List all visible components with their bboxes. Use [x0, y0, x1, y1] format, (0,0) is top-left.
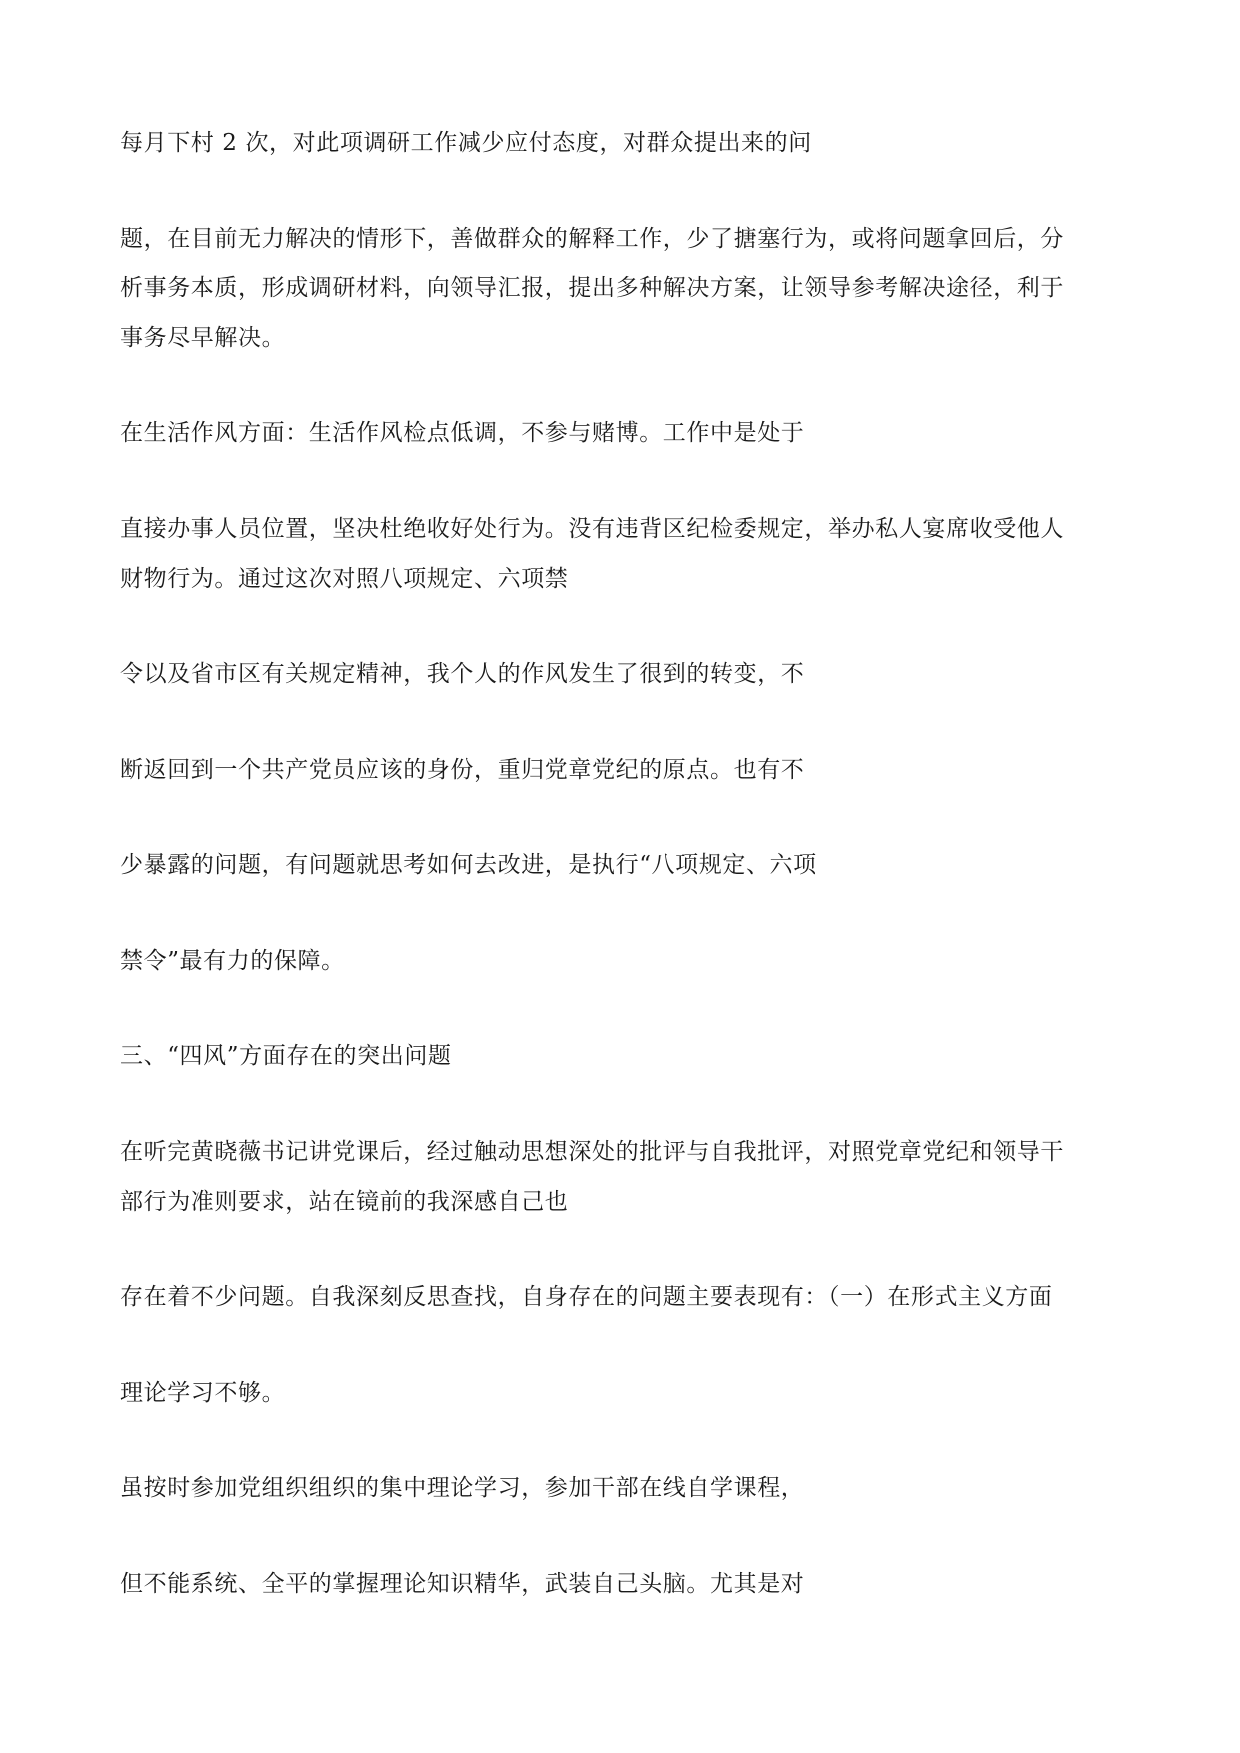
text-line: 虽按时参加党组织组织的集中理论学习，参加干部在线自学课程，	[120, 1475, 805, 1501]
text-line: 但不能系统、全平的掌握理论知识精华，武装自己头脑。尤其是对	[120, 1571, 805, 1597]
text-line: 财物行为。通过这次对照八项规定、六项禁	[120, 566, 569, 592]
text-line: 题，在目前无力解决的情形下，善做群众的解释工作，少了搪塞行为，或将问题拿回后，分	[120, 226, 1064, 252]
text-line: 理论学习不够。	[120, 1380, 286, 1406]
text-line: 事务尽早解决。	[120, 325, 286, 351]
section-heading: 三、“四风”方面存在的突出问题	[120, 1043, 452, 1069]
text-line: 存在着不少问题。自我深刻反思查找，自身存在的问题主要表现有：（一）在形式主义方面	[120, 1284, 1053, 1310]
text-line: 令以及省市区有关规定精神，我个人的作风发生了很到的转变，不	[120, 661, 805, 687]
text-line: 析事务本质，形成调研材料，向领导汇报，提出多种解决方案，让领导参考解决途径，利于	[120, 275, 1064, 301]
text-line: 直接办事人员位置，坚决杜绝收好处行为。没有违背区纪检委规定，举办私人宴席收受他人	[120, 516, 1064, 542]
text-line: 在听完黄晓薇书记讲党课后，经过触动思想深处的批评与自我批评，对照党章党纪和领导干	[120, 1139, 1064, 1165]
text-line: 禁令”最有力的保障。	[120, 948, 345, 974]
text-line: 少暴露的问题，有问题就思考如何去改进，是执行“八项规定、六项	[120, 852, 817, 878]
text-line: 断返回到一个共产党员应该的身份，重归党章党纪的原点。也有不	[120, 757, 805, 783]
text-line: 在生活作风方面：生活作风检点低调，不参与赌博。工作中是处于	[120, 420, 805, 446]
text-line: 每月下村 2 次，对此项调研工作减少应付态度，对群众提出来的问	[120, 130, 812, 156]
text-line: 部行为准则要求，站在镜前的我深感自己也	[120, 1189, 569, 1215]
